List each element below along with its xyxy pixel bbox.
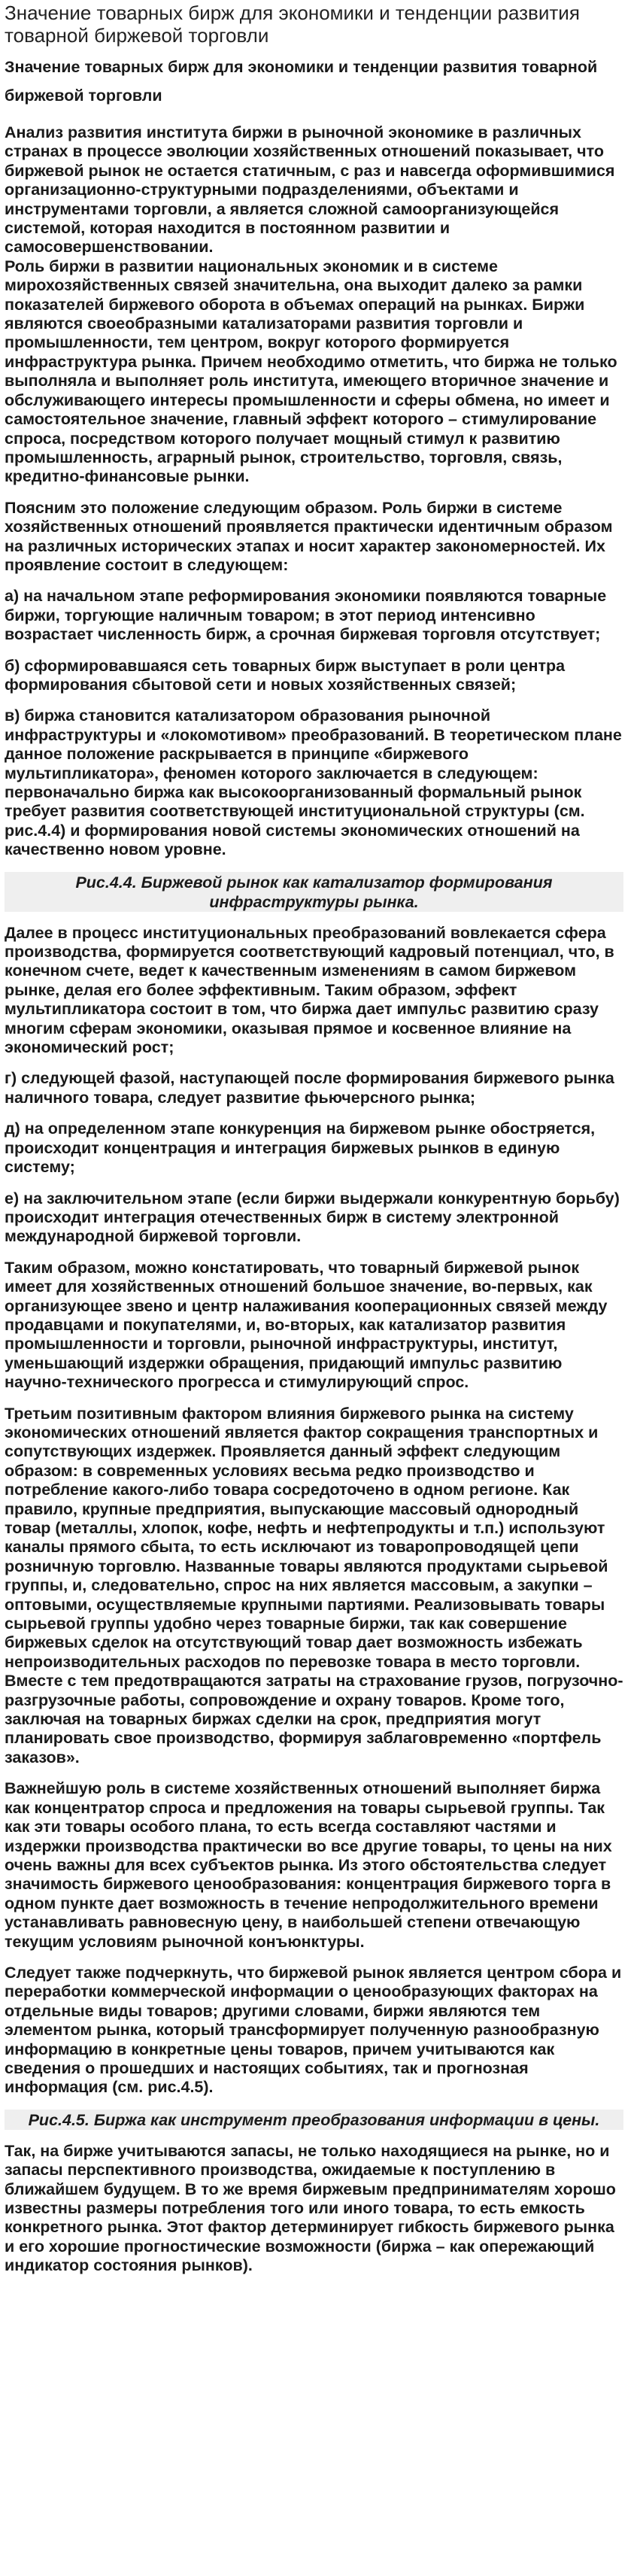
paragraph: Следует также подчеркнуть, что биржевой рынок является центром сбора и переработки коммерческой информации о ценообразующих факторах на отдельные виды товаров; другими словами, биржи являются тем элементом рынка, который трансформирует полученную разнообразную информацию в конкретные цены товаров, причем учитываются как сведения о прошедших и настоящих событиях, так и прогнозная информация (см. рис.4.5). [5,1963,622,2097]
paragraph: Роль биржи в развитии национальных экономик и в системе мирохозяйственных связей значительна, она выходит далеко за рамки показателей биржевого оборота в объемах операций на рынках. Биржи являются своеобразными катализаторами развития торговли и промышленности, тем центром, вокруг которого формируется инфраструктура рынка. Причем необходимо отметить, что биржа не только выполняла и выполняет роль института, имеющего вторичное значение и обслуживающего интересы промышленности и сферы обмена, но имеет и самостоятельное значение, главный эффект которого – стимулирование спроса, посредством которого получает мощный стимул к развитию промышленность, аграрный рынок, строительство, торговля, связь, кредитно-финансовые рынки. [5,257,617,486]
figure-4-5-caption: Рис.4.5. Биржа как инструмент преобразования информации в цены. [5,2110,623,2130]
page-title: Значение товарных бирж для экономики и тенденции развития товарной биржевой торговли [5,2,580,47]
paragraph: Важнейшую роль в системе хозяйственных отношений выполняет биржа как концентратор спроса и предложения на товары сырьевой группы. Так как эти товары особого плана, то есть всегда составляют частями и издержки производства практически во все другие товары, то цены на них очень важны для всех субъектов рынка. Из этого обстоятельства следует значимость биржевого ценообразования: концентрация биржевого торга в одном пункте дает возможность в течение непродолжительного времени устанавливать равновесную цену, в наибольшей степени отвечающую текущим условиям рыночной конъюнктуры. [5,1779,612,1951]
paragraph: Анализ развития института биржи в рыночной экономике в различных странах в процессе эволюции хозяйственных отношений показывает, что биржевой рынок не остается статичным, с раз и навсегда оформившимися организационно-структурными подразделениями, объектами и инструментами торговли, а является сложной самоорганизующейся системой, которая находится в постоянном развитии и самосовершенствовании. [5,123,615,257]
paragraph: Третьим позитивным фактором влияния биржевого рынка на систему экономических отношений является фактор сокращения транспортных и сопутствующих издержек. Проявляется данный эффект следующим образом: в современных условиях весьма редко производство и потребление какого-либо товара сосредоточено в одном регионе. Как правило, крупные предприятия, выпускающие массовый однородный товар (металлы, хлопок, кофе, нефть и нефтепродукты и т.п.) используют каналы прямого сбыта, то есть исключают из товаропроводящей цепи розничную торговлю. Названные товары являются продуктами сырьевой группы, и, следовательно, спрос на них является массовым, а закупки – оптовыми, осуществляемые крупными партиями. Реализовывать товары сырьевой группы удобно через товарные биржи, так как совершение биржевых сделок на отсутствующий товар дает возможность избежать непроизводительных расходов по перевозке товара в место торговли. Вместе с тем предотвращаются затраты на страхование грузов, погрузочно-разгрузочные работы, сопровождение и охрану товаров. Кроме того, заключая на товарных биржах сделки на срок, предприятия могут планировать свое производство, формируя заблаговременно «портфель заказов». [5,1404,623,1766]
paragraph: Таким образом, можно констатировать, что товарный биржевой рынок имеет для хозяйственных отношений большое значение, во-первых, как организующее звено и центр налаживания кооперационных связей между продавцами и покупателями, и, во-вторых, как катализатор развития промышленности и торговли, рыночной инфраструктуры, институт, уменьшающий издержки обращения, придающий импульс развитию научно-технического прогресса и стимулирующий спрос. [5,1258,608,1392]
paragraph: е) на заключительном этапе (если биржи выдержали конкурентную борьбу) происходит интеграция отечественных бирж в систему электронной международной биржевой торговли. [5,1189,620,1246]
paragraph: г) следующей фазой, наступающей после формирования биржевого рынка наличного товара, следует развитие фьючерсного рынка; [5,1069,614,1107]
paragraph: в) биржа становится катализатором образования рыночной инфраструктуры и «локомотивом» преобразований. В теоретическом плане данное положение раскрывается в принципе «биржевого мультипликатора», феномен которого заключается в следующем: первоначально биржа как высокоорганизованный формальный рынок требует развития соответствующей институциональной структуры (см. рис.4.4) и формирования новой системы экономических отношений на качественно новом уровне. [5,706,622,859]
paragraph: д) на определенном этапе конкуренция на биржевом рынке обостряется, происходит концентрация и интеграция биржевых рынков в единую систему; [5,1119,596,1177]
paragraph: Далее в процесс институциональных преобразований вовлекается сфера производства, формируется соответствующий кадровый потенциал, что, в конечном счете, ведет к качественным изменениям в самом биржевом рынке, делая его более эффективным. Таким образом, эффект мультипликатора состоит в том, что биржа дает импульс развитию сразу многим сферам экономики, оказывая прямое и косвенное влияние на экономический рост; [5,923,614,1057]
paragraph: Поясним это положение следующим образом. Роль биржи в системе хозяйственных отношений проявляется практически идентичным образом на различных исторических этапах и носит характер закономерностей. Их проявление состоит в следующем: [5,498,613,574]
paragraph: Так, на бирже учитываются запасы, не только находящиеся на рынке, но и запасы перспективного производства, ожидаемые к поступлению в ближайшем будущем. В то же время биржевым предпринимателям хорошо известны размеры потребления того или иного товара, то есть емкость конкретного рынка. Этот фактор детерминирует гибкость биржевого рынка и его хорошие прогностические возможности (биржа – как опережающий индикатор состояния рынков). [5,2141,616,2275]
paragraph: а) на начальном этапе реформирования экономики появляются товарные биржи, торгующие наличным товаром; в этот период интенсивно возрастает численность бирж, а срочная биржевая торговля отсутствует; [5,587,607,644]
article-heading: Значение товарных бирж для экономики и тенденции развития товарной биржевой торговли [5,58,598,105]
figure-4-4-caption: Рис.4.4. Биржевой рынок как катализатор формирования инфраструктуры рынка. [5,872,623,912]
paragraph: б) сформировавшаяся сеть товарных бирж выступает в роли центра формирования сбытовой сети и новых хозяйственных связей; [5,656,566,694]
